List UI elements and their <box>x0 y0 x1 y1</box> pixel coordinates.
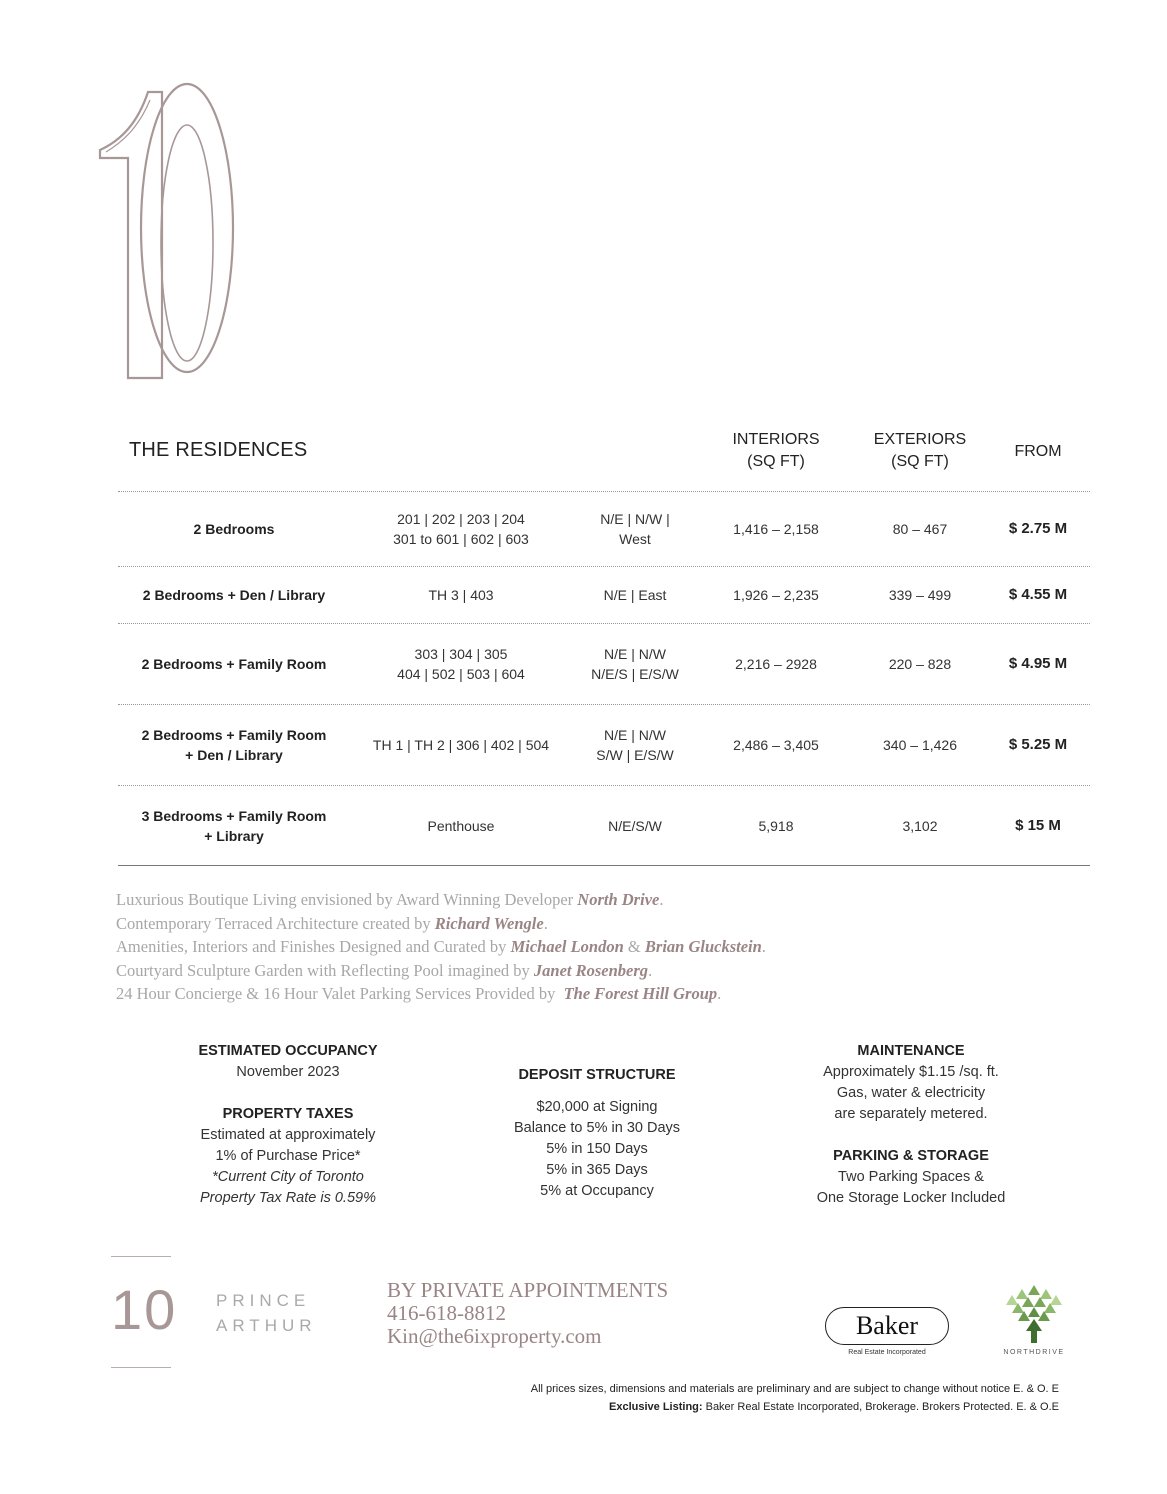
maintenance-heading: MAINTENANCE <box>857 1043 965 1059</box>
exposure: N/E | N/W S/W | E/S/W <box>596 727 674 763</box>
contact-email[interactable]: Kin@the6ixproperty.com <box>387 1324 602 1348</box>
credit-line: Amenities, Interiors and Finishes Designed and Curated by Michael London & Brian Gluckstein. <box>116 937 766 956</box>
unit-numbers: Penthouse <box>427 817 495 834</box>
credit-line: Luxurious Boutique Living envisioned by Award Winning Developer North Drive. <box>116 890 664 909</box>
col-from: FROM <box>1014 443 1062 460</box>
interiors-value: 1,926 – 2,235 <box>733 587 819 603</box>
table-header <box>118 425 1090 491</box>
credit-line: Courtyard Sculpture Garden with Reflecting Pool imagined by Janet Rosenberg. <box>116 960 653 980</box>
unit-numbers: TH 1 | TH 2 | 306 | 402 | 504 <box>372 737 550 753</box>
interiors-value: 2,216 – 2928 <box>735 656 817 672</box>
deposit-heading: DEPOSIT STRUCTURE <box>518 1067 676 1083</box>
tree-icon <box>998 1283 1070 1347</box>
brand-wordmark: PRINCE ARTHUR <box>216 1291 317 1335</box>
col-interiors: INTERIORS (SQ FT) <box>732 431 820 470</box>
table-row <box>118 491 1090 566</box>
maintenance-parking-block: MAINTENANCE Approximately $1.15 /sq. ft. Gas, water & electricity are separately metered. PARKING & STORAGE Two Parking Spaces & One Storage Locker Included <box>796 1041 1026 1209</box>
interiors-value: 2,486 – 3,405 <box>733 737 819 753</box>
occupancy-taxes-block: ESTIMATED OCCUPANCY November 2023 PROPERTY TAXES Estimated at approximately 1% of Purchase Price* *Current City of Toronto Property Tax Rate is 0.59% <box>172 1041 404 1209</box>
contact-phone[interactable]: 416-618-8812 <box>387 1301 506 1325</box>
exteriors-value: 220 – 828 <box>888 656 952 672</box>
unit-numbers: TH 3 | 403 <box>428 587 494 603</box>
credit-line: 24 Hour Concierge & 16 Hour Valet Parking Services Provided by The Forest Hill Group. <box>116 984 722 1003</box>
occupancy-heading: ESTIMATED OCCUPANCY <box>198 1043 378 1059</box>
interiors-value: 1,416 – 2,158 <box>733 521 819 537</box>
exposure: N/E/S/W <box>608 817 662 834</box>
from-price: $ 2.75 M <box>1008 520 1068 537</box>
credit-line: Contemporary Terraced Architecture created by Richard Wengle. <box>116 913 548 933</box>
unit-type: 2 Bedrooms + Family Room + Den / Library <box>141 727 327 763</box>
exposure: N/E | East <box>603 587 667 603</box>
taxes-heading: PROPERTY TAXES <box>222 1106 354 1122</box>
unit-numbers: 201 | 202 | 203 | 204 301 to 601 | 602 | 603 <box>393 511 529 547</box>
table-row <box>118 623 1090 704</box>
parking-heading: PARKING & STORAGE <box>833 1148 989 1164</box>
ten-logo-outline <box>92 78 242 383</box>
table-row <box>118 704 1090 785</box>
from-price: $ 4.95 M <box>1008 655 1068 672</box>
brand-number: 10 <box>111 1278 178 1341</box>
northdrive-logo: NORTHDRIVE <box>998 1283 1070 1361</box>
unit-type: 2 Bedrooms + Den / Library <box>142 587 326 603</box>
unit-numbers: 303 | 304 | 305 404 | 502 | 503 | 604 <box>397 646 525 682</box>
exteriors-value: 3,102 <box>902 817 938 834</box>
from-price: $ 15 M <box>1015 816 1061 834</box>
from-price: $ 5.25 M <box>1008 736 1068 753</box>
table-row <box>118 566 1090 623</box>
exteriors-value: 339 – 499 <box>888 587 952 603</box>
contact-block <box>387 1279 668 1348</box>
interiors-value: 5,918 <box>758 817 794 834</box>
from-price: $ 4.55 M <box>1008 586 1068 603</box>
residences-table <box>118 425 1090 866</box>
disclaimer: All prices sizes, dimensions and materials are preliminary and are subject to change without notice E. & O. E Exclusive Listing: Baker Real Estate Incorporated, Brokerage. Brokers Protected. E. & O.E <box>530 1383 1059 1413</box>
credits-block <box>116 888 766 1006</box>
unit-type: 3 Bedrooms + Family Room + Library <box>141 807 327 844</box>
exteriors-value: 340 – 1,426 <box>883 737 957 753</box>
table-title: THE RESIDENCES <box>129 439 308 461</box>
unit-type: 2 Bedrooms + Family Room <box>141 656 327 672</box>
ten-prince-arthur-mark <box>111 1256 178 1368</box>
deposit-block: DEPOSIT STRUCTURE $20,000 at Signing Balance to 5% in 30 Days 5% in 150 Days 5% in 365 Days 5% at Occupancy <box>486 1065 708 1202</box>
table-row <box>118 785 1090 866</box>
exposure: N/E | N/W | West <box>600 511 670 547</box>
baker-logo: Baker Real Estate Incorporated <box>823 1305 951 1361</box>
col-exteriors: EXTERIORS (SQ FT) <box>873 431 967 470</box>
contact-heading: BY PRIVATE APPOINTMENTS <box>387 1278 669 1302</box>
occupancy-value: November 2023 <box>236 1064 340 1080</box>
exposure: N/E | N/W N/E/S | E/S/W <box>591 646 679 682</box>
exteriors-value: 80 – 467 <box>892 521 948 537</box>
unit-type: 2 Bedrooms <box>193 521 275 537</box>
